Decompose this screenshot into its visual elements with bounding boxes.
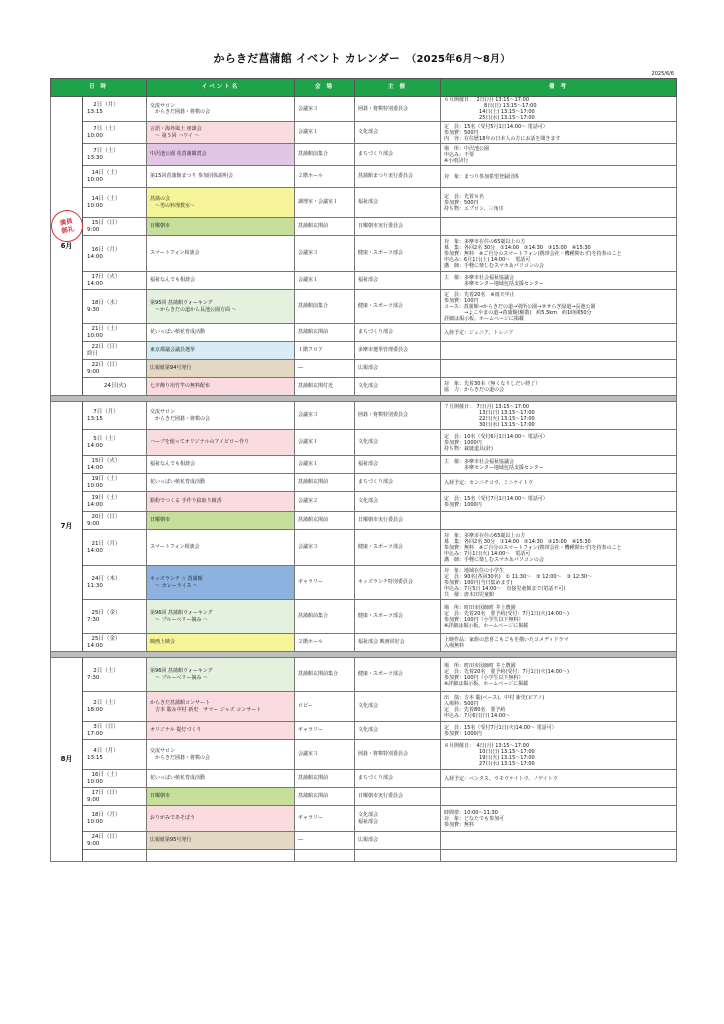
event-time: 13:15 — [87, 109, 103, 115]
event-date — [83, 342, 147, 360]
table-row — [51, 770, 677, 788]
table-header-row — [51, 79, 677, 97]
event-venue: 菖蒲館玄関前 — [295, 788, 355, 806]
event-day: 15日（火） — [91, 457, 121, 464]
event-time: 11:30 — [87, 582, 103, 589]
event-notes — [441, 360, 677, 378]
event-venue: 会議室３ — [295, 530, 355, 566]
event-time: 14:00 — [87, 253, 103, 260]
month-label: 6月 — [51, 97, 83, 396]
event-date — [83, 430, 147, 456]
updated-date: 2025/6/6 — [651, 71, 674, 77]
event-day: 20日（日） — [91, 513, 121, 520]
table-row — [51, 658, 677, 692]
event-venue: 会議室１ — [295, 122, 355, 144]
sold-out-stamp: 満員 御礼 — [48, 207, 86, 245]
event-host: 健康・スポーツ部会 — [355, 290, 441, 324]
event-venue: ２階ホール — [295, 634, 355, 652]
event-host: まちづくり部会 — [355, 144, 441, 166]
event-date — [83, 658, 147, 692]
event-notes: ６月開催日： 2日(月) 13:15～17:00 8日(日) 13:15～17:00 14日(土) 13:15～17:00 25日(水) 13:15～17:00 — [441, 97, 677, 122]
event-time: 終日 — [87, 350, 99, 357]
event-host: 囲碁・将棋特別委員会 — [355, 97, 441, 122]
event-host: まちづくり部会 — [355, 770, 441, 788]
table-row — [51, 492, 677, 512]
event-name: からきだ菖蒲館コンサート 吉本 聡＆中村 新史 サマー ジャズ コンサート — [147, 692, 295, 722]
event-date — [83, 236, 147, 272]
event-name: 日曜朝市 — [147, 218, 295, 236]
event-date — [83, 272, 147, 290]
event-host: 健康・スポーツ部会 — [355, 600, 441, 634]
event-venue: 菖蒲館玄関前 — [295, 512, 355, 530]
event-notes: 主 催：多摩市社会福祉協議会 多摩センター地域包括支援センター — [441, 456, 677, 474]
event-notes: ７月開催日： 7日(月) 13:15～17:00 13日(日) 13:15～17:00 22日(火) 13:15～17:00 30日(水) 13:15～17:00 — [441, 402, 677, 430]
event-host: 文化部会 — [355, 722, 441, 740]
event-host: 文化部会 — [355, 430, 441, 456]
event-date — [83, 324, 147, 342]
event-notes: 場 所：町田市図師町 井上農園 定 員：先着20名 要予約(受付：7月1日(火)14:00～) 参加費：100円（小学生以下無料） ※詳細は掲示板、ホームページに掲載 — [441, 658, 677, 692]
event-day: 22日（日） — [91, 361, 121, 368]
table-row — [51, 430, 677, 456]
event-venue: ― — [295, 360, 355, 378]
event-day: 25日（金） — [91, 635, 121, 642]
event-host: 健康・スポーツ部会 — [355, 658, 441, 692]
event-name: おりがみであそぼう — [147, 806, 295, 832]
event-host: 日曜朝市実行委員会 — [355, 218, 441, 236]
event-host: 文化部会 — [355, 122, 441, 144]
event-time: 14:00 — [87, 547, 103, 554]
table-row — [51, 634, 677, 652]
event-day: 16日（月） — [91, 246, 121, 253]
event-host: キッズランチ特別委員会 — [355, 566, 441, 600]
event-time: 14:00 — [87, 280, 103, 287]
event-host: まちづくり部会 — [355, 324, 441, 342]
event-date — [83, 806, 147, 832]
event-day: 18日（月） — [91, 811, 121, 818]
event-time: 9:00 — [87, 368, 100, 375]
event-time: 10:00 — [87, 482, 103, 489]
event-notes: 時間帯：10:00～11:30 対 象：どなたでも参加可 参加費：無料 — [441, 806, 677, 832]
event-name: 福祉なんでも相談会 — [147, 272, 295, 290]
event-venue: 会議室３ — [295, 97, 355, 122]
event-time: 9:00 — [87, 796, 100, 803]
event-host: 文化部会 — [355, 492, 441, 512]
event-host: 文化部会 — [355, 692, 441, 722]
event-name: 映画上映会 — [147, 634, 295, 652]
event-venue: 会議室３ — [295, 236, 355, 272]
event-name: スマートフォン相談会 — [147, 530, 295, 566]
column-header-date: 日 時 — [51, 79, 147, 97]
event-notes — [441, 832, 677, 850]
event-name: スマートフォン相談会 — [147, 236, 295, 272]
event-host: 文化部会 — [355, 378, 441, 396]
event-venue: ２階ホール — [295, 166, 355, 188]
event-name: 東京都議会議員選挙 — [147, 342, 295, 360]
event-host: 広報部会 — [355, 360, 441, 378]
event-notes: 定 員：15名（受付7月1日(火)14:00～ 電話可） 参加費：1000円 — [441, 722, 677, 740]
event-time: 18:00 — [87, 706, 103, 713]
event-time: 10:00 — [87, 332, 103, 339]
event-date — [83, 97, 147, 122]
event-date — [83, 832, 147, 850]
event-time: 13:15 — [87, 754, 103, 761]
event-day: 5日（土） — [93, 435, 119, 442]
event-date — [83, 740, 147, 770]
table-row — [51, 600, 677, 634]
event-day: 14日（土） — [91, 195, 121, 202]
month-label: 8月 — [51, 658, 83, 862]
event-notes: ８月開催日： 4日(月) 13:15～17:00 10日(日) 13:15～17:00 19日(火) 13:15～17:00 27日(水) 13:15～17:00 — [441, 740, 677, 770]
event-venue: 会議室１ — [295, 272, 355, 290]
table-row — [51, 474, 677, 492]
event-date — [83, 600, 147, 634]
event-notes: 上映作品：家族の悲喜こもごもを描いたコメディドラマ 入場無料 — [441, 634, 677, 652]
event-date — [83, 566, 147, 600]
event-notes: 場 所：中沢池公園 申込み：不要 ※小雨決行 — [441, 144, 677, 166]
event-venue: 会議室１ — [295, 456, 355, 474]
event-notes: 出 演：吉本 聡(ベース)、中村 新史(ピアノ) 入場料：500円 定 員：先着80名 要予約 申込み：7月6日(日) 14:00～ — [441, 692, 677, 722]
event-time: 17:00 — [87, 730, 103, 737]
event-name: 交流サロン からきだ囲碁・将棋の会 — [147, 97, 295, 122]
event-day: 17日（日） — [91, 789, 121, 796]
event-day: 24日（木） — [91, 575, 121, 582]
event-day: 25日（金） — [91, 609, 121, 616]
table-row — [51, 740, 677, 770]
event-date — [83, 770, 147, 788]
table-row — [51, 342, 677, 360]
event-venue — [295, 850, 355, 862]
event-time: 10:00 — [87, 778, 103, 785]
event-notes — [441, 788, 677, 806]
event-host: 多摩市選挙管理委員会 — [355, 342, 441, 360]
table-row — [51, 832, 677, 850]
event-time: 14:00 — [87, 501, 103, 508]
event-name: オリジナル 提灯づくり — [147, 722, 295, 740]
event-venue: 菖蒲館前集合 — [295, 144, 355, 166]
table-row — [51, 188, 677, 218]
table-row — [51, 122, 677, 144]
event-time: 9:00 — [87, 226, 100, 233]
event-name — [147, 850, 295, 862]
event-venue: ロビー — [295, 692, 355, 722]
table-row — [51, 144, 677, 166]
event-venue: 調理室・会議室１ — [295, 188, 355, 218]
event-host: 福祉部会 映画同好会 — [355, 634, 441, 652]
table-row — [51, 378, 677, 396]
event-host: 日曜朝市実行委員会 — [355, 512, 441, 530]
event-venue: ギャラリー — [295, 722, 355, 740]
event-calendar-table — [50, 78, 677, 862]
event-day: 24日(火) — [103, 383, 127, 390]
event-name: 言語・海外風土 座談会 ～ 第５回 ハワイ ～ — [147, 122, 295, 144]
event-time: 10:00 — [87, 176, 103, 183]
event-host: 福祉部会 — [355, 188, 441, 218]
event-notes: 対 象：多摩市在住の65歳以上の方 募 集：各回2名 30分 ①14:00 ②14:30 ③15:00 ④15:30 参加費：無料 ※ご自分のスマートフォン(携帯会社・機種問わず)を持参のこと 申込み：7月1日(火) 14:00～ 電話可 講 師：手軽に楽しむスマホ＆パソコンの会 — [441, 530, 677, 566]
event-notes: 対 象：まつり参加希望登録団体 — [441, 166, 677, 188]
event-host: 文化部会 福祉部会 — [355, 806, 441, 832]
event-notes: 定 員：10名（受付6月1日14:00～ 電話可） 参加費：1000円 持ち物：裁縫道具(針) — [441, 430, 677, 456]
event-date — [83, 290, 147, 324]
event-venue: 会議室３ — [295, 402, 355, 430]
event-name: 第96回 菖蒲館ウォーキング ～ ブルーベリー摘み ～ — [147, 658, 295, 692]
event-host: 健康・スポーツ部会 — [355, 530, 441, 566]
event-day: 16日（土） — [91, 771, 121, 778]
event-day: 7日（月） — [93, 408, 119, 415]
event-day: 21日（土） — [91, 325, 121, 332]
event-host: 健康・スポーツ部会 — [355, 236, 441, 272]
event-day: 4日（月） — [93, 747, 119, 754]
event-host: まちづくり部会 — [355, 474, 441, 492]
event-venue: 菖蒲館前集合 — [295, 290, 355, 324]
event-notes — [441, 342, 677, 360]
event-day: 7日（土） — [93, 147, 119, 154]
event-date — [83, 512, 147, 530]
event-name: 広報紙第94号発行 — [147, 360, 295, 378]
table-row — [51, 166, 677, 188]
table-row — [51, 236, 677, 272]
table-row — [51, 324, 677, 342]
table-row — [51, 806, 677, 832]
event-host: 福祉部会 — [355, 272, 441, 290]
event-date — [83, 122, 147, 144]
event-name: 花いっぱい植花育成活動 — [147, 770, 295, 788]
event-name: 第96回 菖蒲館ウォーキング ～ ブルーベリー摘み ～ — [147, 600, 295, 634]
event-name: 花いっぱい植花育成活動 — [147, 324, 295, 342]
event-name: 第95回 菖蒲館ウォーキング ～からきだの道から長池公園方面 ～ — [147, 290, 295, 324]
event-host: 広報部会 — [355, 832, 441, 850]
event-notes: 定 員：先着20名 ※雨天中止 参加費：100円 コース：菖蒲館→からきだの道→別所公園→せせらぎ緑道→長池公園 →よこやまの道→菖蒲館(解散) 約5.5km 約1時間50分 詳細は掲示板、ホームページに掲載 — [441, 290, 677, 324]
event-date — [83, 850, 147, 862]
event-time: 7:30 — [87, 616, 100, 623]
event-day: 24日（日） — [91, 833, 121, 840]
event-date — [83, 456, 147, 474]
table-row — [51, 722, 677, 740]
table-row — [51, 360, 677, 378]
event-venue: 会議室３ — [295, 740, 355, 770]
event-date — [83, 402, 147, 430]
event-date — [83, 788, 147, 806]
event-notes: 入荷予定：ペンタス、ウモウケイトウ、ノゲイトウ — [441, 770, 677, 788]
event-time: 10:00 — [87, 818, 103, 825]
event-name: 中沢池公園 花菖蒲観賞会 — [147, 144, 295, 166]
event-name: 交流サロン からきだ囲碁・将棋の会 — [147, 402, 295, 430]
event-day: 19日（土） — [91, 475, 121, 482]
event-notes: 入荷予定：センニチコウ、ミニケイトウ — [441, 474, 677, 492]
event-time: 14:00 — [87, 642, 103, 649]
event-venue: 菖蒲館玄関付近 — [295, 378, 355, 396]
table-row — [51, 850, 677, 862]
event-name: 花いっぱい植花育成活動 — [147, 474, 295, 492]
event-day: 21日（月） — [91, 540, 121, 547]
event-notes: 対 象：先着30本（無くなりしだい終了） 協 力：からきだの道の会 — [441, 378, 677, 396]
event-venue: 菖蒲館玄関前 — [295, 770, 355, 788]
event-notes — [441, 218, 677, 236]
event-name: 交流サロン からきだ囲碁・将棋の会 — [147, 740, 295, 770]
event-notes: 対 象：多摩市在住の65歳以上の方 募 集：各回2名 30分 ①14:00 ②14:30 ③15:00 ④15:30 参加費：無料 ※ご自分のスマートフォン(携帯会社・機種問わず)を持参のこと 申込み：6月1日(土) 14:00～ 電話可 講 師：手軽に楽しむスマホ＆パソコンの会 — [441, 236, 677, 272]
event-time: 13:15 — [87, 415, 103, 422]
event-host: 囲碁・将棋特別委員会 — [355, 740, 441, 770]
event-name: キッズランチ ☆ 菖蒲館 ～ カレーライス ～ — [147, 566, 295, 600]
event-day: 2日（土） — [93, 699, 119, 706]
event-time: 9:00 — [87, 840, 100, 847]
event-venue: 菖蒲館玄関前集合 — [295, 658, 355, 692]
event-venue: ギャラリー — [295, 566, 355, 600]
event-name: 福祉なんでも相談会 — [147, 456, 295, 474]
page-title: からきだ菖蒲館 イベント カレンダー （2025年6月～8月） — [213, 52, 511, 65]
table-row — [51, 218, 677, 236]
event-name: 第15回菖蒲館まつり 参加団体説明会 — [147, 166, 295, 188]
event-day: 3日（日） — [93, 723, 119, 730]
event-day: 15日（日） — [91, 219, 121, 226]
event-date — [83, 378, 147, 396]
event-venue: 会議室１ — [295, 430, 355, 456]
event-notes — [441, 512, 677, 530]
event-day: 2日（土） — [93, 667, 119, 674]
event-date — [83, 218, 147, 236]
column-header-event: イベント名 — [147, 79, 295, 97]
table-row — [51, 788, 677, 806]
event-time: 10:00 — [87, 202, 103, 209]
event-venue: 菖蒲館玄関前 — [295, 324, 355, 342]
event-time: 14:00 — [87, 442, 103, 449]
event-time: 7:30 — [87, 674, 100, 681]
table-row — [51, 272, 677, 290]
table-row — [51, 456, 677, 474]
event-notes: 主 催：多摩市社会福祉協議会 多摩センター地域包括支援センター — [441, 272, 677, 290]
event-host: 福祉部会 — [355, 456, 441, 474]
event-host: 菖蒲館まつり実行委員会 — [355, 166, 441, 188]
column-header-notes: 備 考 — [441, 79, 677, 97]
event-day: 22日（日） — [91, 343, 121, 350]
table-row — [51, 97, 677, 122]
table-row — [51, 692, 677, 722]
event-date — [83, 530, 147, 566]
event-name: 鉛粉でつくる 手作り紋取り鏡香 — [147, 492, 295, 512]
event-time: 10:00 — [87, 132, 103, 139]
event-day: 14日（土） — [91, 169, 121, 176]
event-date — [83, 722, 147, 740]
event-host — [355, 850, 441, 862]
event-venue: ― — [295, 832, 355, 850]
event-notes: 入荷予定：ジュニア、トレニア — [441, 324, 677, 342]
event-date — [83, 360, 147, 378]
event-notes: 対 象：地域在住の小学生 定 員：90名(各回30名) ① 11:30～ ② 12:00～ ③ 12:30～ 参加費：100円(当日集めます) 申込み：7月5日 14:00～ 直接児童館まで(電話不可) 共 催：唐木田児童館 — [441, 566, 677, 600]
event-name: 菖蒲の会 ～男の料理教室～ — [147, 188, 295, 218]
event-time: 14:00 — [87, 464, 103, 471]
event-date — [83, 166, 147, 188]
event-host: 囲碁・将棋特別委員会 — [355, 402, 441, 430]
event-venue: 菖蒲館玄関前 — [295, 218, 355, 236]
event-notes: 定 員：15名（受付5月1日14:00～ 電話可） 参加費：500円 内 容：在住歴18年の日本人の方にお話を聞きます — [441, 122, 677, 144]
table-row — [51, 512, 677, 530]
event-date — [83, 492, 147, 512]
event-date — [83, 188, 147, 218]
event-name: 日曜朝市 — [147, 788, 295, 806]
column-header-venue: 会 場 — [295, 79, 355, 97]
event-venue: 菖蒲館前集合 — [295, 600, 355, 634]
event-notes: 定 員：先着８名 参加費：500円 持ち物：エプロン、三角巾 — [441, 188, 677, 218]
event-venue: 菖蒲館玄関前 — [295, 474, 355, 492]
event-name: 日曜朝市 — [147, 512, 295, 530]
column-header-host: 主 催 — [355, 79, 441, 97]
table-row — [51, 566, 677, 600]
event-name: ハーブを使ってオリジナルのアイピロー作り — [147, 430, 295, 456]
event-host: 日曜朝市実行委員会 — [355, 788, 441, 806]
event-day: 18日（水） — [91, 299, 121, 306]
event-notes: 定 員：15名（受付7月1日14:00～ 電話可） 参加費：1000円 — [441, 492, 677, 512]
event-day: 19日（土） — [91, 494, 121, 501]
event-name: 広報紙第95号発行 — [147, 832, 295, 850]
table-row — [51, 530, 677, 566]
event-date — [83, 634, 147, 652]
table-row — [51, 290, 677, 324]
event-day: 2日（月） — [93, 102, 119, 109]
event-time: 13:30 — [87, 154, 103, 161]
event-date — [83, 144, 147, 166]
event-day: 17日（火） — [91, 273, 121, 280]
event-venue: ギャラリー — [295, 806, 355, 832]
event-date — [83, 692, 147, 722]
table-row — [51, 402, 677, 430]
event-day: 7日（土） — [93, 125, 119, 132]
event-date — [83, 474, 147, 492]
event-time: 9:30 — [87, 306, 100, 313]
event-time: 9:00 — [87, 520, 100, 527]
event-notes: 場 所：町田市図師町 井上農園 定 員：先着20名 要予約(受付：7月1日(火)14:00～) 参加費：100円（小学生以下無料） ※詳細は掲示板、ホームページに掲載 — [441, 600, 677, 634]
event-venue: １階フロア — [295, 342, 355, 360]
month-label: 7月 — [51, 402, 83, 652]
event-name: 七夕飾り用竹竿の無料配布 — [147, 378, 295, 396]
event-notes — [441, 850, 677, 862]
event-venue: 会議室２ — [295, 492, 355, 512]
